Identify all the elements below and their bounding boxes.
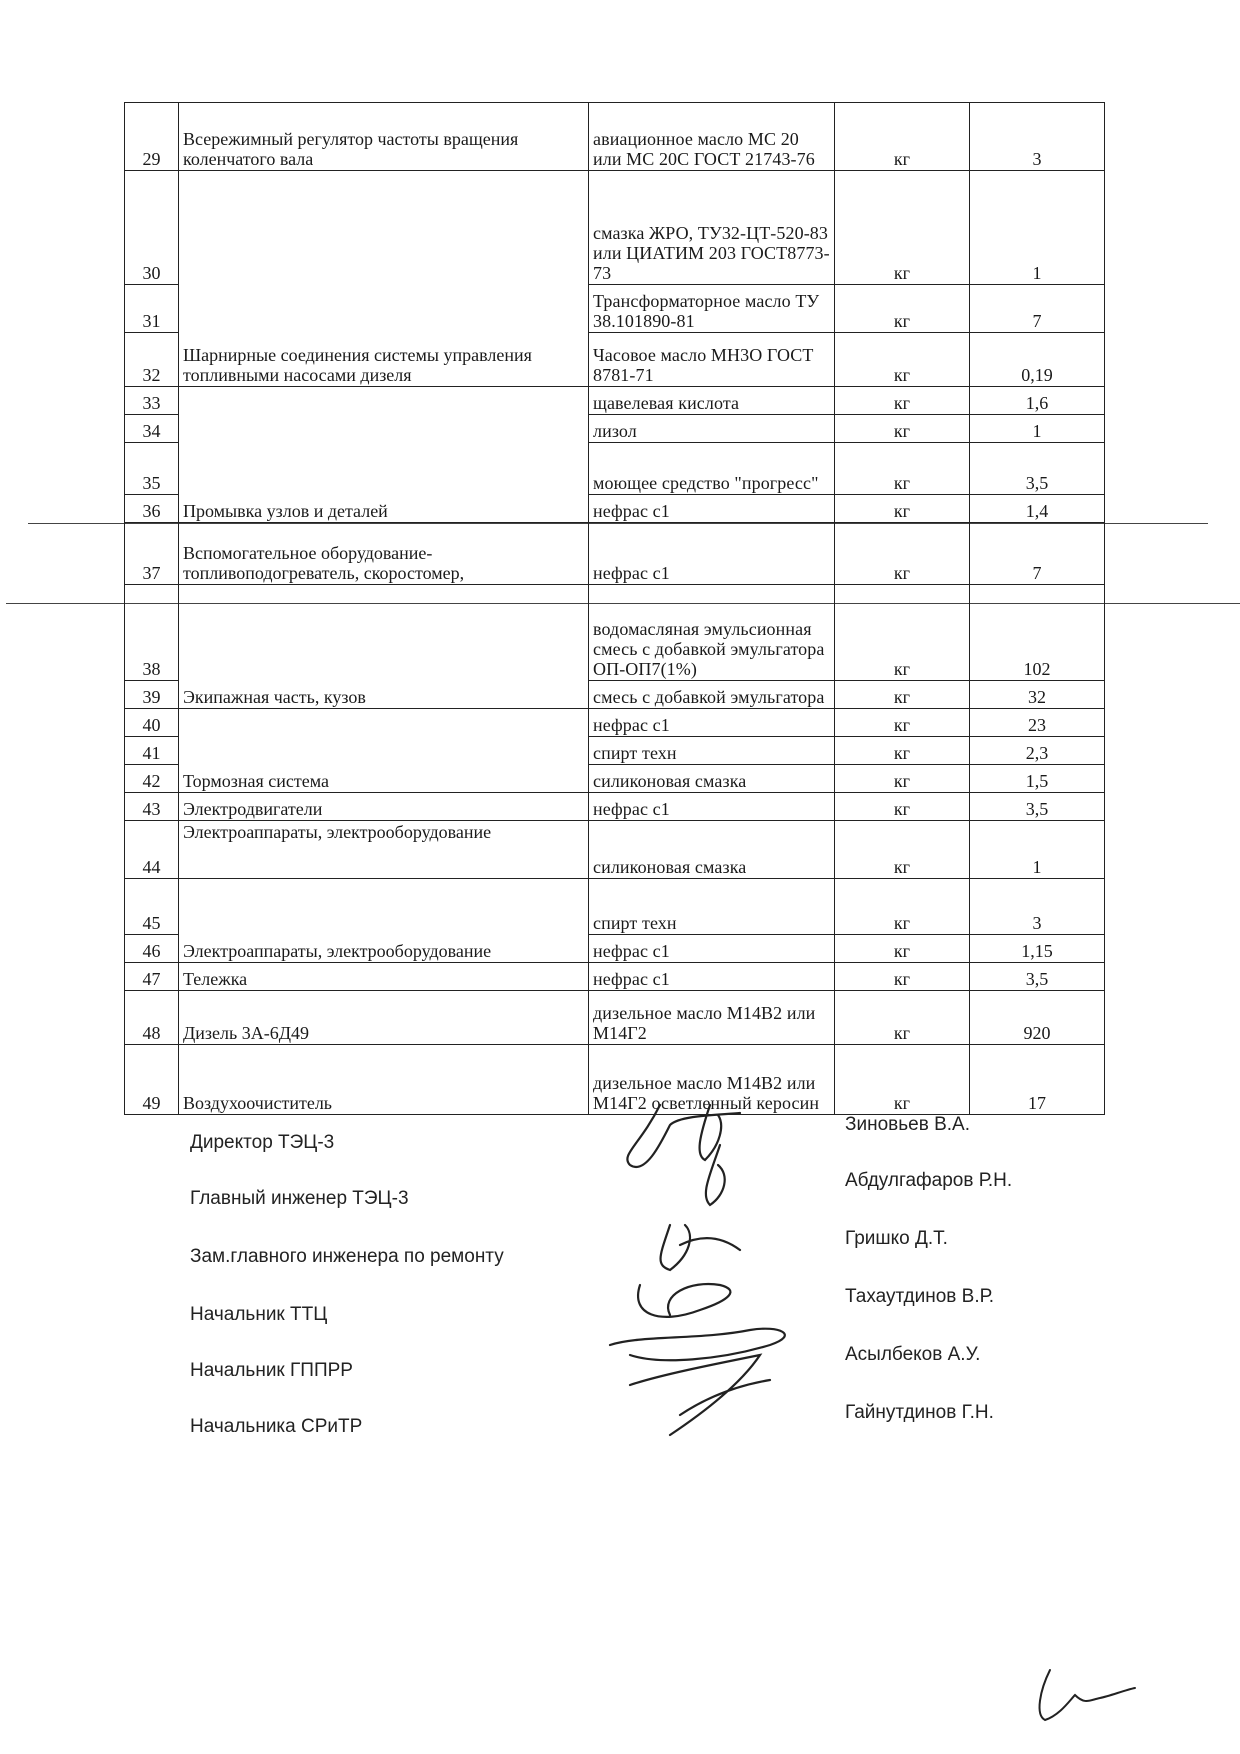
table-row <box>125 171 1105 285</box>
component-name: Электродвигатели <box>179 793 589 821</box>
quantity: 17 <box>970 1045 1105 1115</box>
row-number: 34 <box>125 415 179 443</box>
material: дизельное масло М14В2 или М14Г2 <box>589 991 835 1045</box>
row-number: 38 <box>125 585 179 681</box>
role-head-ttc: Начальник ТТЦ <box>190 1304 328 1325</box>
row-number: 41 <box>125 737 179 765</box>
material: водомасляная эмульсионная смесь с добавкой эмульгатора ОП-ОП7(1%) <box>589 585 835 681</box>
unit: кг <box>835 1045 970 1115</box>
unit: кг <box>835 443 970 495</box>
quantity: 1 <box>970 171 1105 285</box>
material: нефрас с1 <box>589 963 835 991</box>
unit: кг <box>835 415 970 443</box>
component-name: Шарнирные соединения системы управления топливными насосами дизеля <box>179 171 589 387</box>
quantity: 7 <box>970 523 1105 585</box>
row-number: 47 <box>125 963 179 991</box>
unit: кг <box>835 793 970 821</box>
materials-table <box>124 102 1105 1115</box>
role-head-sritr: Начальника СРиТР <box>190 1416 363 1437</box>
material: дизельное масло М14В2 или М14Г2 осветленный керосин <box>589 1045 835 1115</box>
table-row <box>125 103 1105 171</box>
unit: кг <box>835 523 970 585</box>
quantity: 0,19 <box>970 333 1105 387</box>
unit: кг <box>835 495 970 523</box>
quantity: 3,5 <box>970 963 1105 991</box>
component-name: Тележка <box>179 963 589 991</box>
component-name: Всережимный регулятор частоты вращения коленчатого вала <box>179 103 589 171</box>
row-number: 39 <box>125 681 179 709</box>
person-asylbekov: Асылбеков А.У. <box>845 1344 981 1365</box>
row-number: 30 <box>125 171 179 285</box>
quantity: 920 <box>970 991 1105 1045</box>
material: смазка ЖРО, ТУ32-ЦТ-520-83 или ЦИАТИМ 203 ГОСТ8773-73 <box>589 171 835 285</box>
unit: кг <box>835 681 970 709</box>
material: нефрас с1 <box>589 709 835 737</box>
unit: кг <box>835 879 970 935</box>
quantity: 1,15 <box>970 935 1105 963</box>
role-director: Директор ТЭЦ-3 <box>190 1132 335 1153</box>
quantity: 1,5 <box>970 765 1105 793</box>
person-zinoviev: Зиновьев В.А. <box>845 1114 970 1135</box>
material: лизол <box>589 415 835 443</box>
material: нефрас с1 <box>589 523 835 585</box>
person-grishko: Гришко Д.Т. <box>845 1228 948 1249</box>
row-number: 44 <box>125 821 179 879</box>
quantity: 3 <box>970 103 1105 171</box>
component-name: Электроаппараты, электрооборудование <box>179 879 589 963</box>
table-row <box>125 821 1105 879</box>
unit: кг <box>835 935 970 963</box>
material: авиационное масло МС 20 или МС 20С ГОСТ 21743-76 <box>589 103 835 171</box>
material: моющее средство "прогресс" <box>589 443 835 495</box>
row-number: 35 <box>125 443 179 495</box>
material: нефрас с1 <box>589 793 835 821</box>
unit: кг <box>835 387 970 415</box>
quantity: 1,4 <box>970 495 1105 523</box>
unit: кг <box>835 103 970 171</box>
material: спирт техн <box>589 879 835 935</box>
unit: кг <box>835 765 970 793</box>
unit: кг <box>835 821 970 879</box>
row-number: 45 <box>125 879 179 935</box>
table-row <box>125 387 1105 415</box>
role-head-gpprr: Начальник ГППРР <box>190 1360 353 1381</box>
row-number: 31 <box>125 285 179 333</box>
table-row <box>125 991 1105 1045</box>
unit: кг <box>835 991 970 1045</box>
table-row <box>125 963 1105 991</box>
unit: кг <box>835 585 970 681</box>
row-number: 42 <box>125 765 179 793</box>
quantity: 1 <box>970 415 1105 443</box>
row-number: 29 <box>125 103 179 171</box>
unit: кг <box>835 333 970 387</box>
component-name: Дизель 3А-6Д49 <box>179 991 589 1045</box>
table-row <box>125 793 1105 821</box>
component-name: Электроаппараты, электрооборудование <box>179 821 589 879</box>
component-name: Тормозная система <box>179 709 589 793</box>
quantity: 2,3 <box>970 737 1105 765</box>
table-row <box>125 523 1105 585</box>
quantity: 102 <box>970 585 1105 681</box>
row-number: 46 <box>125 935 179 963</box>
unit: кг <box>835 171 970 285</box>
row-number: 40 <box>125 709 179 737</box>
material: Трансформаторное масло ТУ 38.101890-81 <box>589 285 835 333</box>
component-name: Вспомогательное оборудование-топливоподогреватель, скоростомер, <box>179 523 589 585</box>
material: спирт техн <box>589 737 835 765</box>
material: нефрас с1 <box>589 495 835 523</box>
role-deputy-chief-engineer: Зам.главного инженера по ремонту <box>190 1246 504 1267</box>
quantity: 1 <box>970 821 1105 879</box>
row-number: 43 <box>125 793 179 821</box>
person-gainutdinov: Гайнутдинов Г.Н. <box>845 1402 994 1423</box>
material: Часовое масло МН3О ГОСТ 8781-71 <box>589 333 835 387</box>
row-number: 37 <box>125 523 179 585</box>
material: нефрас с1 <box>589 935 835 963</box>
quantity: 1,6 <box>970 387 1105 415</box>
row-number: 49 <box>125 1045 179 1115</box>
unit: кг <box>835 963 970 991</box>
quantity: 23 <box>970 709 1105 737</box>
row-number: 32 <box>125 333 179 387</box>
quantity: 3 <box>970 879 1105 935</box>
material: щавелевая кислота <box>589 387 835 415</box>
initials-mark <box>1030 1660 1140 1730</box>
row-number: 33 <box>125 387 179 415</box>
role-chief-engineer: Главный инженер ТЭЦ-3 <box>190 1188 409 1209</box>
person-takhautdinov: Тахаутдинов В.Р. <box>845 1286 994 1307</box>
quantity: 7 <box>970 285 1105 333</box>
material: силиконовая смазка <box>589 821 835 879</box>
material: смесь с добавкой эмульгатора <box>589 681 835 709</box>
component-name: Промывка узлов и деталей <box>179 387 589 523</box>
quantity: 3,5 <box>970 793 1105 821</box>
table-row <box>125 879 1105 935</box>
unit: кг <box>835 737 970 765</box>
material: силиконовая смазка <box>589 765 835 793</box>
table-row <box>125 709 1105 737</box>
unit: кг <box>835 709 970 737</box>
quantity: 3,5 <box>970 443 1105 495</box>
unit: кг <box>835 285 970 333</box>
component-name: Экипажная часть, кузов <box>179 585 589 709</box>
row-number: 48 <box>125 991 179 1045</box>
quantity: 32 <box>970 681 1105 709</box>
component-name: Воздухоочиститель <box>179 1045 589 1115</box>
row-number: 36 <box>125 495 179 523</box>
handwritten-signatures <box>600 1085 860 1465</box>
person-abdulgafarov: Абдулгафаров Р.Н. <box>845 1170 1013 1191</box>
table-row <box>125 585 1105 681</box>
